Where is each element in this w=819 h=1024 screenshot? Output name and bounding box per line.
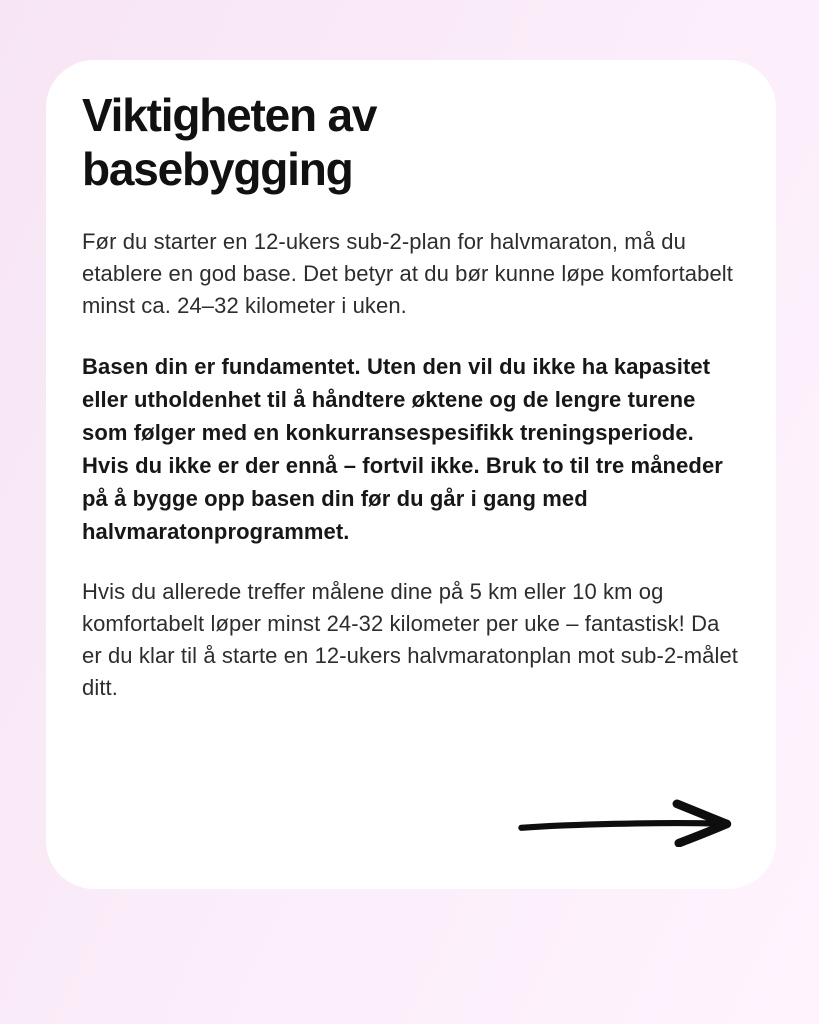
- page-title: [82, 88, 740, 196]
- intro-paragraph: Før du starter en 12-ukers sub-2-plan for halvmaraton, må du etablere en god base. Det betyr at du bør kunne løpe komfortabelt minst ca. 24–32 kilometer i uken.: [82, 229, 733, 318]
- content-card: [46, 60, 776, 889]
- closing-paragraph: Hvis du allerede treffer målene dine på 5 km eller 10 km og komfortabelt løper minst 24-32 kilometer per uke – fantastisk! Da er du klar til å starte en 12-ukers halvmaratonplan mot sub-2-målet ditt.: [82, 579, 739, 700]
- title-line-1: Viktigheten av: [82, 89, 377, 141]
- right-arrow-icon: [514, 799, 738, 847]
- emphasis-paragraph: Basen din er fundamentet. Uten den vil du ikke ha kapasitet eller utholdenhet til å håndtere øktene og de lengre turene som følger med en konkurransespesifikk treningsperiode. Hvis du ikke er der ennå – fortvil ikke. Bruk to til tre måneder på å bygge opp basen din før du går i gang med halvmaratonprogrammet.: [82, 354, 723, 544]
- title-line-2: basebygging: [82, 143, 353, 195]
